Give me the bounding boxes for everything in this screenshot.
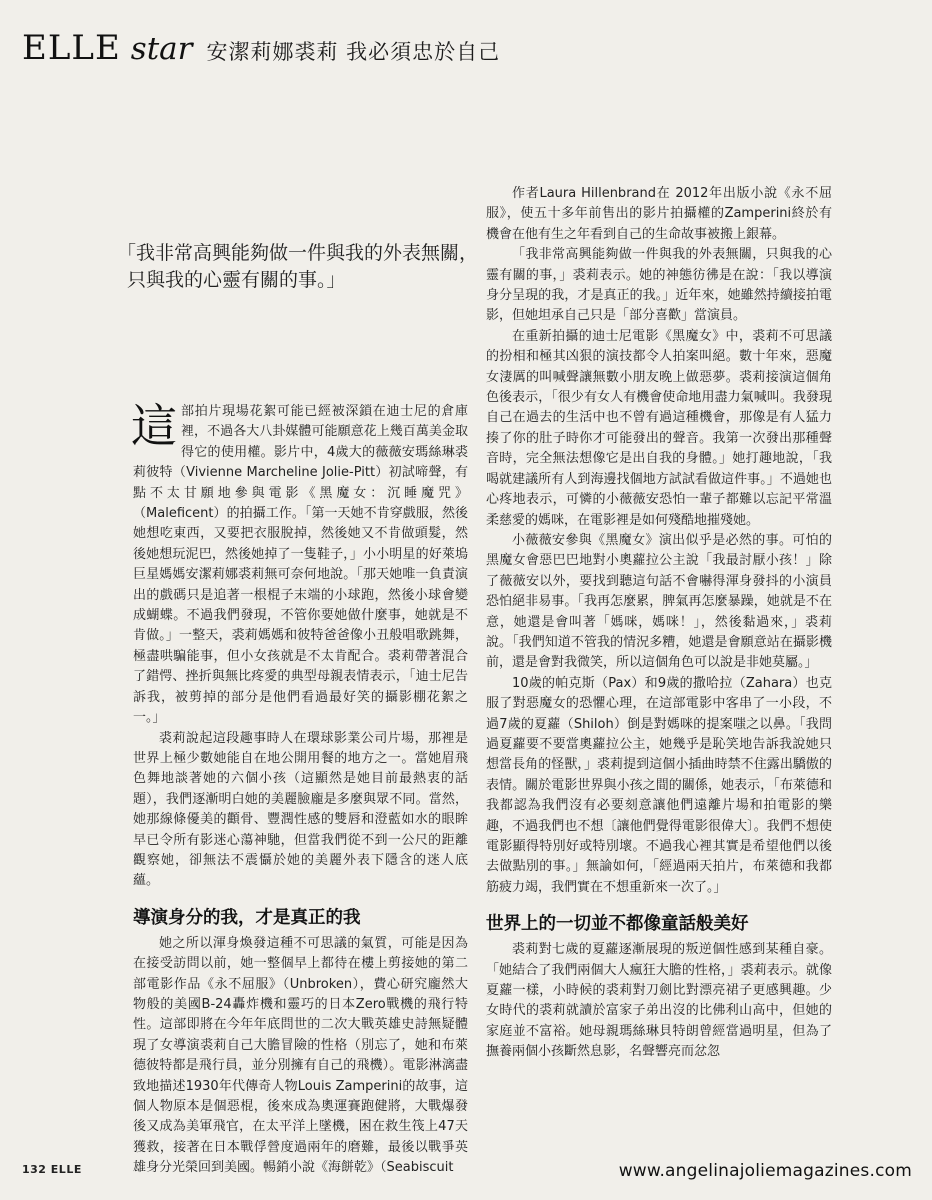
article-paragraph xyxy=(131,399,468,729)
pull-quote-line-2: 只與我的心靈有關的事。」 xyxy=(127,269,346,291)
article-paragraph: 10歲的帕克斯（Pax）和9歲的撒哈拉（Zahara）也克服了對惡魔女的恐懼心理，在這部電影中客串了一小段，不過7歲的夏蘿（Shiloh）倒是對媽咪的提案嗤之以鼻。「我問過夏蘿要不要當奧蘿拉公主，她幾乎是恥笑地告訴我說她只想當長角的怪獸，」裘莉提到這個小插曲時禁不住露出驕傲的表情。關於電影世界與小孩之間的關係，她表示，「布萊德和我都認為我們沒有必要刻意讓他們遠離片場和拍電影的樂趣，不過我們也不想〔讓他們覺得電影很偉大〕。我們不想使電影顯得特別好或特別壞。不過我心裡其實是希望他們以後去做點別的事。」無論如何，「經過兩天拍片，布萊德和我都筋疲力竭，我們實在不想重新來一次了。」 xyxy=(486,675,832,895)
article-column-left xyxy=(131,399,468,1179)
article-paragraph: 她之所以渾身煥發這種不可思議的氣質，可能是因為在接受訪問以前，她一整個早上都待在樓上剪接她的第二部電影作品《永不屈服》（Unbroken），費心研究龐然大物般的美國B-24轟炸機和靈巧的日本Zero戰機的飛行特性。這部即將在今年年底問世的二次大戰英雄史詩無疑體現了女導演裘莉自己大膽冒險的性格（別忘了，她和布萊德彼特都是飛行員，並分別擁有自己的飛機）。電影淋漓盡致地描述1930年代傳奇人物Louis Zamperini的故事，這個人物原本是個惡棍，後來成為奧運賽跑健將，大戰爆發後又成為美軍飛官，在太平洋上墜機，困在救生筏上47天獲救，接著在日本戰俘營度過兩年的磨難，最後以戰爭英雄身分光榮回到美國。暢銷小說《海餅乾》（Seabiscuit xyxy=(133,935,468,1176)
article-paragraph: 「我非常高興能夠做一件與我的外表無關，只與我的心靈有關的事，」裘莉表示。她的神態彷彿是在說：「我以導演身分呈現的我，才是真正的我。」近年來，她雖然持續接拍電影，但她坦承自己只是「部分喜歡」當演員。 xyxy=(486,247,832,324)
section-heading: 世界上的一切並不都像童話般美好 xyxy=(486,914,749,935)
article-title: 安潔莉娜裘莉 我必須忠於自己 xyxy=(206,40,501,64)
magazine-brand: ELLE xyxy=(22,28,121,68)
article-paragraph: 小薇薇安參與《黑魔女》演出似乎是必然的事。可怕的黑魔女會惡巴巴地對小奧蘿拉公主說「我最討厭小孩！」除了薇薇安以外，要找到聽這句話不會嚇得渾身發抖的小演員恐怕絕非易事。「我再怎麼累，脾氣再怎麼暴躁，她就是不在意，她還是會叫著「媽咪，媽咪！」，然後黏過來，」裘莉說。「我們知道不管我的情況多糟，她還是會願意站在攝影機前，還是會對我微笑，所以這個角色可以說是非她莫屬。」 xyxy=(486,532,832,671)
article-column-right xyxy=(486,184,832,1063)
page-header xyxy=(22,28,500,68)
pull-quote-line-1: 「我非常高興能夠做一件與我的外表無關， xyxy=(117,242,479,264)
drop-cap: 這 xyxy=(131,399,177,453)
page-number: 132 ELLE xyxy=(22,1163,82,1176)
article-paragraph: 在重新拍攝的迪士尼電影《黑魔女》中，裘莉不可思議的扮相和極其凶狠的演技都令人拍案叫絕。數十年來，惡魔女淒厲的叫喊聲讓無數小朋友晚上做惡夢。裘莉接演這個角色後表示，「很少有女人有機會使命地用盡力氣喊叫。我發現自己在過去的生活中也不曾有過這種機會，那像是有人猛力揍了你的肚子時你才可能發出的聲音。我第一次發出那種聲音時，完全無法想像它是出自我的身體。」她打趣地說，「我喝就建議所有人到海邊找個地方試試看做這件事。」不過她也心疼地表示，可憐的小薇薇安恐怕一輩子都難以忘記平常溫柔慈愛的媽咪，在電影裡是如何殘酷地摧殘她。 xyxy=(486,328,832,528)
section-label: star xyxy=(130,31,193,67)
article-paragraph: 裘莉說起這段趣事時人在環球影業公司片場，那裡是世界上極少數她能自在地公開用餐的地方之一。當她眉飛色舞地談著她的六個小孩（這顯然是她目前最熱衷的話題），我們逐漸明白她的美麗臉龐是多麼與眾不同。當然，她那線條優美的顴骨、豐潤性感的雙唇和澄藍如水的眼眸早已令所有影迷心蕩神馳，但當我們從不到一公尺的距離觀察她，卻無法不震懾於她的美麗外表下隱含的迷人底蘊。 xyxy=(133,730,468,889)
article-paragraph: 作者Laura Hillenbrand在 2012年出版小說《永不屈服》，使五十多年前售出的影片拍攝權的Zamperini終於有機會在他有生之年看到自己的生命故事被搬上銀幕。 xyxy=(486,186,832,242)
pull-quote xyxy=(117,240,497,294)
paragraph-text: 部拍片現場花絮可能已經被深鎖在迪士尼的倉庫裡，不過各大八卦媒體可能願意花上幾百萬美金取得它的使用權。影片中，4歲大的薇薇安瑪絲琳裘莉彼特（Vivienne Marcheline Jolie-Pitt）初試啼聲，有點不太甘願地參與電影《黑魔女：沉睡魔咒》（Maleficent）的拍攝工作。「第一天她不肯穿戲服，然後她想吃東西，又要把衣服脫掉，然後她又不肯做頭髮，然後她想玩泥巴，然後她掉了一隻鞋子，」小小明星的好萊塢巨星媽媽安潔莉娜裘莉無可奈何地說。「那天她唯一負責演出的戲碼只是追著一根棍子末端的小球跑，然後小球會變成蝴蝶。不過我們發現，不管你要她做什麼事，她就是不肯做。」一整天，裘莉媽媽和彼特爸爸像小丑般唱歌跳舞，極盡哄騙能事，但小女孩就是不太肯配合。裘莉帶著混合了錯愕、挫折與無比疼愛的典型母親表情表示，「迪士尼告訴我，被剪掉的部分是他們看過最好笑的攝影棚花絮之一。」 xyxy=(133,404,468,726)
section-heading: 導演身分的我，才是真正的我 xyxy=(133,907,361,928)
article-paragraph: 裘莉對七歲的夏蘿逐漸展現的叛逆個性感到某種自豪。「她結合了我們兩個大人瘋狂大膽的性格，」裘莉表示。就像夏蘿一樣，小時候的裘莉對刀劍比對漂亮裙子更感興趣。少女時代的裘莉就讀於富家子弟出沒的比佛利山高中，但她的家庭並不富裕。她母親瑪絲琳貝特朗曾經當過明星，但為了撫養兩個小孩斷然息影，名聲響亮而忿忽 xyxy=(486,942,832,1060)
website-watermark: www.angelinajoliemagazines.com xyxy=(618,1161,912,1181)
